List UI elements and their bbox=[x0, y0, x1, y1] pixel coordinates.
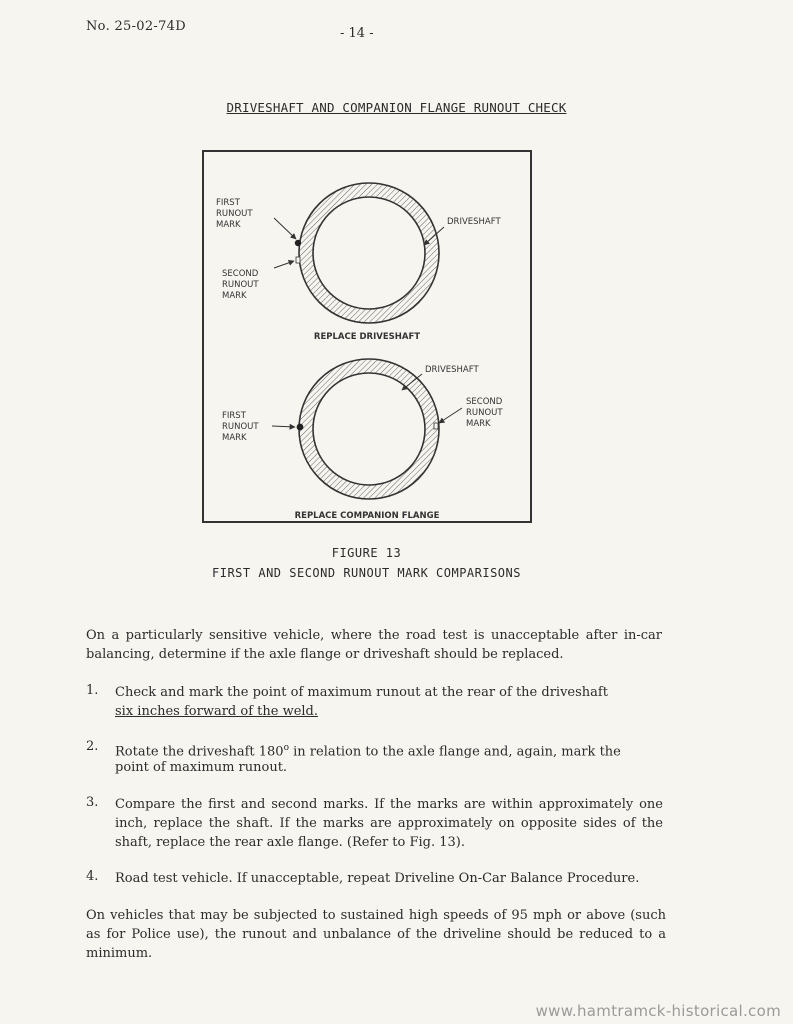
step-1-text: Check and mark the point of maximum runout at the rear of the driveshaft bbox=[115, 685, 608, 700]
top-first-runout-dot bbox=[295, 240, 301, 246]
document-number: No. 25-02-74D bbox=[86, 19, 186, 34]
intro-paragraph: On a particularly sensitive vehicle, where the road test is unacceptable after in-car balancing, determine if the axle flange or driveshaft should be replaced. bbox=[86, 628, 662, 662]
top-first-mark-label-2: RUNOUT bbox=[216, 209, 253, 219]
step-3-text: Compare the first and second marks. If the marks are within approximately one inch, replace the shaft. If the marks are approximately on opposite sides of the shaft, replace the rear axle flange. (Refer to Fig. 13). bbox=[115, 797, 663, 850]
bottom-first-mark-label-1: FIRST bbox=[222, 411, 246, 421]
bottom-second-mark-label-1: SECOND bbox=[466, 397, 503, 407]
bottom-diagram-caption: REPLACE COMPANION FLANGE bbox=[294, 511, 440, 521]
step-2-text-a: Rotate the driveshaft 180 bbox=[115, 744, 284, 760]
bottom-first-mark-label-2: RUNOUT bbox=[222, 422, 259, 432]
figure-title: FIRST AND SECOND RUNOUT MARK COMPARISONS bbox=[212, 566, 521, 580]
closing-paragraph: On vehicles that may be subjected to sustained high speeds of 95 mph or above (such as for Police use), the runout and unbalance of the driveline should be reduced to a minimum. bbox=[86, 908, 666, 961]
step-4-number: 4. bbox=[86, 869, 99, 884]
top-second-runout-mark bbox=[296, 257, 300, 263]
figure-number: FIGURE 13 bbox=[331, 546, 402, 560]
bottom-second-mark-label-3: MARK bbox=[466, 419, 491, 429]
bottom-first-runout-dot bbox=[297, 424, 304, 431]
step-1-emphasis: six inches forward of the weld. bbox=[115, 704, 318, 719]
watermark-url: www.hamtramck-historical.com bbox=[535, 1002, 781, 1020]
section-title: DRIVESHAFT AND COMPANION FLANGE RUNOUT CHECK bbox=[226, 100, 567, 115]
page-number: - 14 - bbox=[340, 26, 374, 41]
top-first-mark-label-3: MARK bbox=[216, 220, 241, 230]
bottom-second-runout-mark bbox=[434, 423, 438, 429]
step-4-text: Road test vehicle. If unacceptable, repeat Driveline On-Car Balance Procedure. bbox=[115, 871, 640, 886]
top-diagram-caption: REPLACE DRIVESHAFT bbox=[313, 332, 421, 342]
runout-diagram bbox=[202, 150, 532, 523]
step-3-number: 3. bbox=[86, 795, 99, 810]
step-2-text-b: in relation to the axle flange and, again, mark the bbox=[289, 744, 621, 760]
top-second-mark-label-1: SECOND bbox=[222, 269, 259, 279]
top-ring-diagram bbox=[216, 183, 501, 342]
top-second-mark-label-2: RUNOUT bbox=[222, 280, 259, 290]
top-driveshaft-label: DRIVESHAFT bbox=[447, 217, 501, 227]
step-2-number: 2. bbox=[86, 739, 99, 754]
step-2-text-c: point of maximum runout. bbox=[115, 760, 288, 775]
degree-sup: o bbox=[283, 743, 289, 753]
top-first-mark-label-1: FIRST bbox=[216, 198, 240, 208]
top-second-mark-label-3: MARK bbox=[222, 291, 247, 301]
bottom-driveshaft-label: DRIVESHAFT bbox=[425, 365, 479, 375]
step-1-number: 1. bbox=[86, 683, 99, 698]
bottom-ring-diagram bbox=[222, 359, 503, 521]
bottom-first-mark-label-3: MARK bbox=[222, 433, 247, 443]
bottom-second-mark-label-2: RUNOUT bbox=[466, 408, 503, 418]
